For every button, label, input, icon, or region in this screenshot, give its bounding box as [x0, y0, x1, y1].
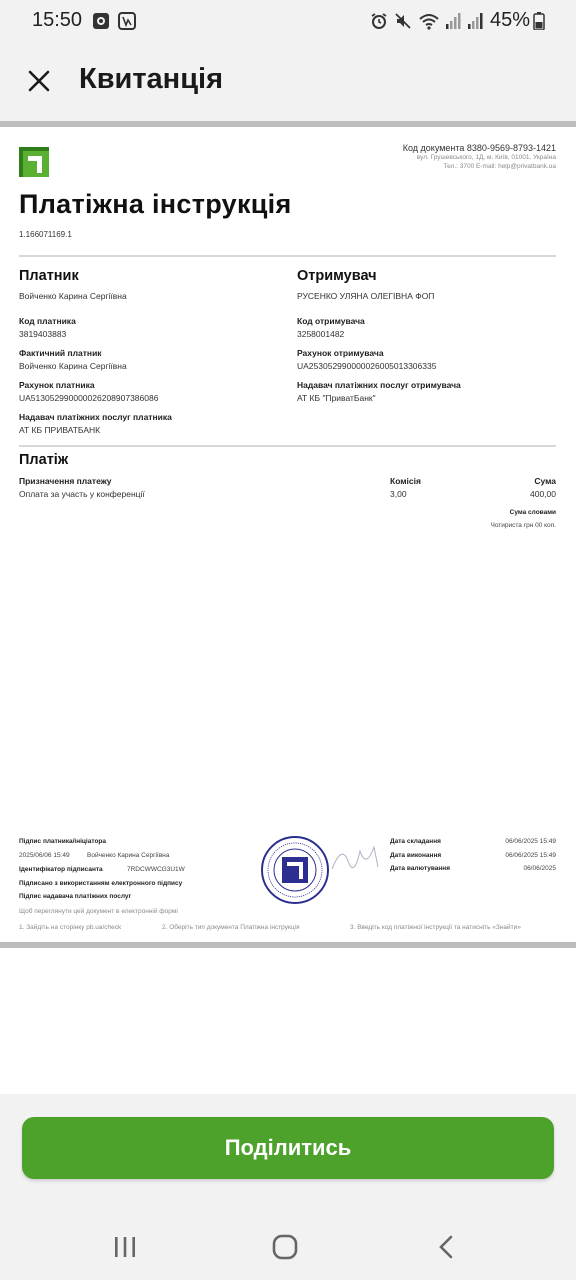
system-nav-bar — [0, 1212, 576, 1280]
payer-account: UA513052990000026208907386086 — [19, 393, 159, 403]
recipient-code-label: Код отримувача — [297, 316, 365, 326]
action-area — [0, 1094, 576, 1212]
commission-value: 3,00 — [390, 489, 407, 499]
check-step-1: 1. Зайдіть на сторінку pb.ua/check — [19, 924, 122, 931]
app-header — [0, 44, 576, 120]
purpose-label: Призначення платежу — [19, 476, 112, 486]
bank-stamp — [260, 835, 330, 905]
created-date-label: Дата складання — [390, 838, 441, 845]
document-meta — [403, 143, 556, 171]
home-icon[interactable] — [271, 1234, 299, 1260]
page-title: Квитанція — [79, 63, 224, 95]
back-icon[interactable] — [433, 1234, 461, 1260]
amount-words-label: Сума словами — [509, 509, 556, 516]
created-date: 06/06/2025 15:49 — [505, 838, 556, 845]
amount-words: Чотириста грн 00 коп. — [490, 522, 556, 529]
recipient-code: 3258001482 — [297, 329, 345, 339]
status-time: 15:50 — [32, 9, 83, 31]
executed-date: 06/06/2025 15:49 — [505, 852, 556, 859]
document-code: Код документа 8380-9569-8793-1421 — [402, 143, 556, 153]
document-title: Платіжна інструкція — [19, 189, 292, 219]
signer-label: Підпис платника/ініціатора — [19, 838, 107, 845]
payer-provider-label: Надавач платіжних послуг платника — [19, 412, 172, 422]
close-icon — [27, 69, 51, 93]
executed-date-label: Дата виконання — [390, 852, 442, 859]
signal-2-icon — [466, 12, 484, 30]
app-notification-icon — [118, 12, 136, 30]
alarm-icon — [370, 12, 388, 30]
privatbank-logo — [19, 147, 49, 177]
payer-name: Войченко Карина Сергіївна — [19, 291, 127, 301]
esign-note: Підписано з використанням електронного підпису — [19, 880, 183, 887]
signer-date: 2025/06/06 15:49 — [19, 852, 70, 859]
payer-code: 3819403883 — [19, 329, 67, 339]
value-date-label: Дата валютування — [390, 865, 451, 872]
battery-percent: 45% — [490, 9, 531, 31]
amount-label: Сума — [534, 476, 556, 486]
share-button[interactable]: Поділитись — [22, 1117, 554, 1179]
commission-label: Комісія — [390, 476, 421, 486]
divider — [19, 445, 556, 447]
signer-id-label: Ідентифікатор підписанта — [19, 866, 103, 873]
recipient-account: UA253052990000026005013306335 — [297, 361, 437, 371]
check-step-2: 2. Оберіть тип документа Платіжна інструкція — [162, 924, 300, 931]
payer-code-label: Код платника — [19, 316, 76, 326]
payer-heading: Платник — [19, 268, 79, 284]
recent-apps-icon[interactable] — [111, 1234, 139, 1260]
bank-address: вул. Грушевського, 1Д, м. Київ, 01001, Україна — [416, 154, 556, 161]
check-step-3: 3. Введіть код платіжної інструкції та натисніть «Знайти» — [350, 924, 521, 931]
check-hint: Щоб переглянути цей документ в електронній формі — [19, 908, 178, 915]
bank-contacts: Тел.: 3700 E-mail: help@privatbank.ua — [443, 163, 556, 170]
actual-payer-label: Фактичний платник — [19, 348, 102, 358]
battery-icon — [533, 12, 545, 30]
payer-account-label: Рахунок платника — [19, 380, 95, 390]
divider — [19, 255, 556, 257]
signer-name: Войченко Карина Сергіївна — [87, 852, 170, 859]
actual-payer: Войченко Карина Сергіївна — [19, 361, 127, 371]
recipient-name: РУСЕНКО УЛЯНА ОЛЕГІВНА ФОП — [297, 291, 435, 301]
amount-value: 400,00 — [530, 489, 556, 499]
close-button[interactable] — [22, 64, 56, 98]
payer-provider: АТ КБ ПРИВАТБАНК — [19, 425, 101, 435]
photo-notification-icon — [92, 12, 110, 30]
recipient-heading: Отримувач — [297, 268, 377, 284]
provider-sign-label: Підпис надавача платіжних послуг — [19, 893, 132, 900]
wifi-icon — [418, 12, 440, 30]
recipient-provider: АТ КБ "ПриватБанк" — [297, 393, 376, 403]
signal-1-icon — [444, 12, 462, 30]
value-date: 06/06/2025 — [523, 865, 556, 872]
purpose-value: Оплата за участь у конференції — [19, 489, 145, 499]
signature-mark — [330, 839, 390, 879]
payment-heading: Платіж — [19, 452, 69, 468]
signer-id: 7RDCWWCG3U1W — [127, 866, 185, 873]
status-bar — [0, 0, 576, 44]
recipient-provider-label: Надавач платіжних послуг отримувача — [297, 380, 461, 390]
receipt-document — [0, 127, 576, 942]
recipient-account-label: Рахунок отримувача — [297, 348, 384, 358]
document-number: 1.166071169.1 — [19, 230, 72, 239]
mute-icon — [394, 12, 412, 30]
content-area — [0, 948, 576, 1094]
